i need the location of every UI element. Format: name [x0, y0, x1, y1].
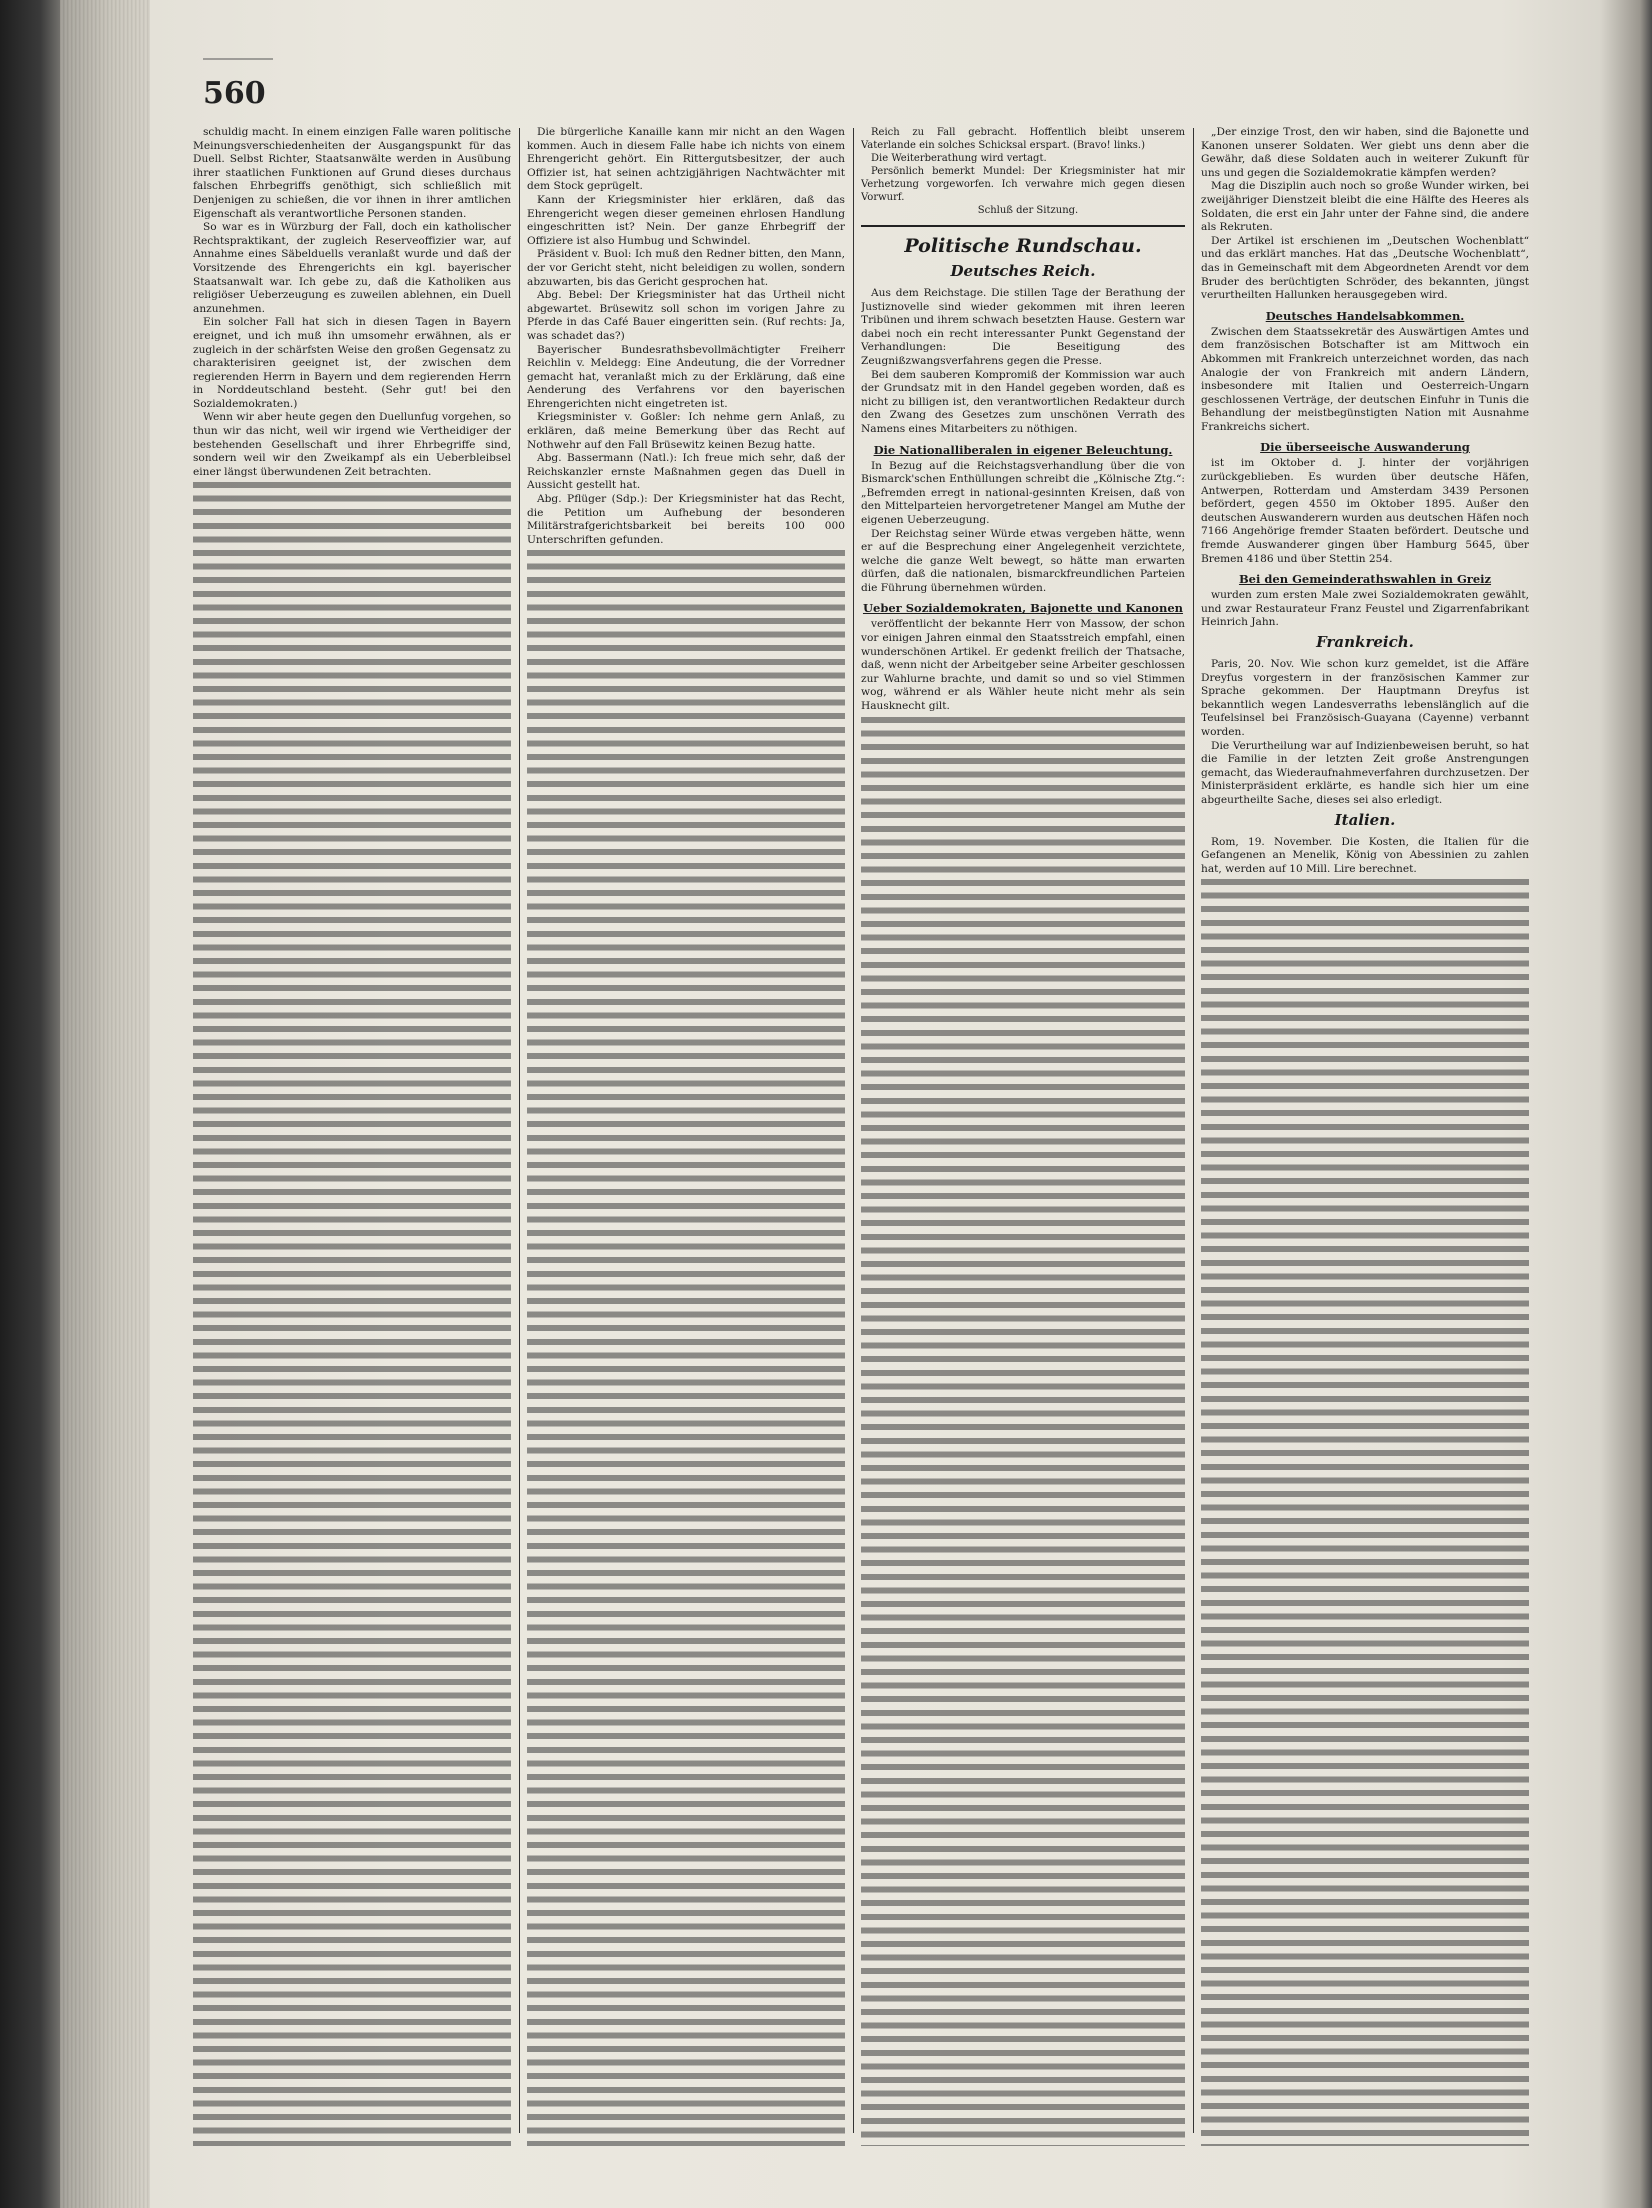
article-headline: Die überseeische Auswanderung: [1260, 440, 1470, 455]
illegible-text-block: [527, 547, 845, 2146]
paragraph: Abg. Bebel: Der Kriegsminister hat das Urtheil nicht abgewartet. Brüsewitz soll schon im vorigen Jahre zu Pferde in das Café Bauer eingeritten sein. (Ruf rechts: Ja, was schadet das?): [527, 289, 845, 342]
paragraph: So war es in Würzburg der Fall, doch ein katholischer Rechtspraktikant, der zugleich Reserveoffizier war, auf Annahme eines Säbelduells veranlaßt wurde und daß der Vorsitzende des Ehrengerichts ein kgl. bayerischer Staatsanwalt war. Ich gebe zu, daß die Katholiken aus religiöser Ueberzeugung es zuweilen ablehnen, ein Duell anzunehmen.: [193, 221, 511, 315]
subsection-title: Deutsches Reich.: [950, 262, 1096, 280]
paragraph: Persönlich bemerkt Mundel: Der Kriegsminister hat mir Verhetzung vorgeworfen. Ich verwahre mich gegen diesen Vorwurf.: [861, 166, 1185, 203]
article-headline: Bei den Gemeinderathswahlen in Greiz: [1238, 572, 1492, 587]
paragraph: Abg. Pflüger (Sdp.): Der Kriegsminister hat das Recht, die Petition um Aufhebung der besonderen Militärstrafgerichtsbarkeit bei bereits 100 000 Unterschriften gefunden.: [527, 493, 845, 546]
article-headline: Die Nationalliberalen in eigener Beleuchtung.: [873, 442, 1173, 457]
paragraph: Die Weiterberathung wird vertagt.: [871, 153, 1047, 164]
paragraph: Ein solcher Fall hat sich in diesen Tagen in Bayern ereignet, und ich muß ihn umsomehr erwähnen, als er zugleich in der schärfsten Weise den großen Gegensatz zu charakterisiren geeignet ist, der zwischen dem regierenden Herrn in Bayern und dem regierenden Herrn in Norddeutschland besteht. (Sehr gut! bei den Sozialdemokraten.): [193, 316, 511, 410]
column-3: [861, 126, 1185, 2146]
paragraph: Wenn wir aber heute gegen den Duellunfug vorgehen, so thun wir das nicht, weil wir irgend wie Vertheidiger der bestehenden Gesellschaft und ihrer Ehrbegriffe sind, sondern weil wir den Zweikampf als ein Ueberbleibsel einer längst überwundenen Zeit betrachten.: [193, 411, 511, 478]
paragraph: Bei dem sauberen Kompromiß der Kommission war auch der Grundsatz mit in den Handel gegeben worden, daß es nicht zu billigen ist, den verantwortlichen Redakteur durch den Zwang des Gesetzes zum unschönen Verrath des Namens eines Mitarbeiters zu nöthigen.: [861, 368, 1185, 435]
column-2: [527, 126, 845, 2146]
paragraph: wurden zum ersten Male zwei Sozialdemokraten gewählt, und zwar Restaurateur Franz Feustel und Zigarrenfabrikant Heinrich Jahn.: [1201, 589, 1529, 629]
article-headline: Deutsches Handelsabkommen.: [1265, 308, 1465, 323]
paragraph: Die bürgerliche Kanaille kann mir nicht an den Wagen kommen. Auch in diesem Falle habe ich nichts von einem Ehrengericht gehört. Ein Rittergutsbesitzer, der auch Offizier ist, hat seinen achtzigjährigen Nachtwächter mit dem Stock geprügelt.: [527, 126, 845, 193]
subsection-title: Italien.: [1334, 810, 1396, 829]
column-divider: [1193, 128, 1194, 2133]
paragraph: Die Verurtheilung war auf Indizienbeweisen beruht, so hat die Familie in der letzten Zeit große Anstrengungen gemacht, das Wiederaufnahmeverfahren durchzusetzen. Der Ministerpräsident erklärte, es handle sich hier um eine abgeurtheilte Sache, dieses sei also erledigt.: [1201, 739, 1529, 806]
column-1: [193, 126, 511, 2146]
book-page-edges: [60, 0, 150, 2208]
illegible-text-block: [861, 714, 1185, 2146]
paragraph: schuldig macht. In einem einzigen Falle waren politische Meinungsverschiedenheiten der Ausgangspunkt für das Duell. Selbst Richter, Staatsanwälte werden in Ausübung ihrer staatlichen Funktionen auf Grund dieses durchaus falschen Ehrbegriffs genöthigt, sich schließlich mit Denjenigen zu schießen, die vor ihnen in ihrer amtlichen Eigenschaft als verantwortliche Personen standen.: [193, 126, 511, 220]
paragraph: Der Reichstag seiner Würde etwas vergeben hätte, wenn er auf die Besprechung einer Angelegenheit verzichtete, welche die ganze Welt bewegt, so hätte man erwarten dürfen, daß die nationalen, bismarckfreundlichen Parteien die Führung übernehmen würden.: [861, 527, 1185, 594]
subsection-title: Frankreich.: [1316, 633, 1414, 651]
paragraph: Abg. Bassermann (Natl.): Ich freue mich sehr, daß der Reichskanzler ernste Maßnahmen gegen das Duell in Aussicht gestellt hat.: [527, 452, 845, 492]
section-title: Politische Rundschau.: [904, 235, 1142, 257]
column-divider: [519, 128, 520, 2133]
newspaper-page: [145, 40, 1605, 2170]
paragraph: In Bezug auf die Reichstagsverhandlung über die von Bismarck'schen Enthüllungen schreibt die „Kölnische Ztg.“: „Befremden erregt in national-gesinnten Kreisen, daß von den Mittelparteien hervorgetretener Mangel am Muthe der eigenen Ueberzeugung.: [861, 459, 1185, 526]
paragraph: Kann der Kriegsminister hier erklären, daß das Ehrengericht wegen dieser gemeinen ehrlosen Handlung eingeschritten ist? Nein. Der ganze Ehrbegriff der Offiziere ist also Humbug und Schwindel.: [527, 193, 845, 247]
page-number: 560: [203, 76, 266, 111]
paragraph: Paris, 20. Nov. Wie schon kurz gemeldet, ist die Affäre Dreyfus vorgestern in der französischen Kammer zur Sprache gekommen. Der Hauptmann Dreyfus ist bekanntlich wegen Landesverraths lebenslänglich auf die Teufelsinsel bei Französisch-Guayana (Cayenne) verbannt worden.: [1201, 658, 1529, 738]
library-stamp: [203, 40, 273, 60]
paragraph: Rom, 19. November. Die Kosten, die Italien für die Gefangenen an Menelik, König von Abessinien zu zahlen hat, werden auf 10 Mill. Lire berechnet.: [1201, 835, 1529, 875]
paragraph: Reich zu Fall gebracht. Hoffentlich bleibt unserem Vaterlande ein solches Schicksal erspart. (Bravo! links.): [861, 127, 1185, 151]
paragraph: Präsident v. Buol: Ich muß den Redner bitten, den Mann, der vor Gericht steht, nicht beleidigen zu wollen, sondern abzuwarten, bis das Gericht gesprochen hat.: [527, 248, 845, 288]
paragraph: Bayerischer Bundesrathsbevollmächtigter Freiherr Reichlin v. Meldegg: Eine Andeutung, die der Vorredner gemacht hat, veranlaßt mich zu der Erklärung, daß eine Aenderung des Verfahrens vor den bayerischen Ehrengerichten nicht eingetreten ist.: [527, 343, 845, 410]
section-rule: [861, 225, 1185, 227]
illegible-text-block: [1201, 876, 1529, 2146]
paragraph: Aus dem Reichstage. Die stillen Tage der Berathung der Justiznovelle sind wieder gekommen mit ihren leeren Tribünen und ihrem schwach besetzten Hause. Gestern war dabei noch ein recht interessanter Punkt Gegenstand der Verhandlungen: Die Beseitigung des Zeugnißzwangsverfahrens gegen die Presse.: [861, 287, 1185, 367]
column-divider: [853, 128, 854, 2133]
column-4: [1201, 126, 1529, 2146]
paragraph: Mag die Disziplin auch noch so große Wunder wirken, bei zweijähriger Dienstzeit bleibt die eine Hälfte des Heeres als Soldaten, die erst ein Jahr unter der Fahne sind, die andere als Rekruten.: [1201, 180, 1529, 234]
paragraph: „Der einzige Trost, den wir haben, sind die Bajonette und Kanonen unserer Soldaten. Wer giebt uns denn aber die Gewähr, daß diese Soldaten auch in weiterer Zukunft für uns und gegen die Sozialdemokratie kämpfen werden?: [1201, 126, 1529, 179]
paragraph: Zwischen dem Staatssekretär des Auswärtigen Amtes und dem französischen Botschafter ist am Mittwoch ein Abkommen mit Frankreich unterzeichnet worden, das nach Analogie der von Frankreich mit andern Ländern, insbesondere mit Italien und Oesterreich-Ungarn geschlossenen Verträge, der deutschen Einfuhr in Tunis die Behandlung der meistbegünstigten Nation mit Ausnahme Frankreichs sichert.: [1201, 325, 1529, 433]
paragraph: Kriegsminister v. Goßler: Ich nehme gern Anlaß, zu erklären, daß meine Bemerkung über das Recht auf Nothwehr auf den Fall Brüsewitz keinen Bezug hatte.: [527, 411, 845, 451]
paragraph: ist im Oktober d. J. hinter der vorjährigen zurückgeblieben. Es wurden über deutsche Häfen, Antwerpen, Rotterdam und Amsterdam 3439 Personen befördert, gegen 4550 im Oktober 1895. Außer den deutschen Auswanderern wurden aus deutschen Häfen noch 7166 Angehörige fremder Staaten befördert. Deutsche und fremde Auswanderer gingen über Hamburg 5645, über Bremen 4186 und über Stettin 254.: [1201, 457, 1529, 565]
article-headline: Ueber Sozialdemokraten, Bajonette und Kanonen: [862, 601, 1184, 616]
paragraph: veröffentlicht der bekannte Herr von Massow, der schon vor einigen Jahren einmal den Staatsstreich empfahl, einen wunderschönen Artikel. Er gedenkt freilich der Thatsache, daß, wenn nicht der Arbeitgeber seine Arbeiter geschlossen zur Wahlurne brachte, und damit so und so viel Stimmen wog, während er als Wähler heute nicht mehr als sein Hausknecht gilt.: [861, 618, 1185, 713]
illegible-text-block: [193, 479, 511, 2146]
session-end: Schluß der Sitzung.: [977, 205, 1079, 216]
paragraph: Der Artikel ist erschienen im „Deutschen Wochenblatt“ und das erklärt manches. Hat das „Deutsche Wochenblatt“, das in Gemeinschaft mit dem Abgeordneten Arendt vor dem Bruder des berüchtigten Schröder, des bekannten, jüngst verurtheilten Hallunken herausgegeben wird.: [1201, 234, 1529, 302]
